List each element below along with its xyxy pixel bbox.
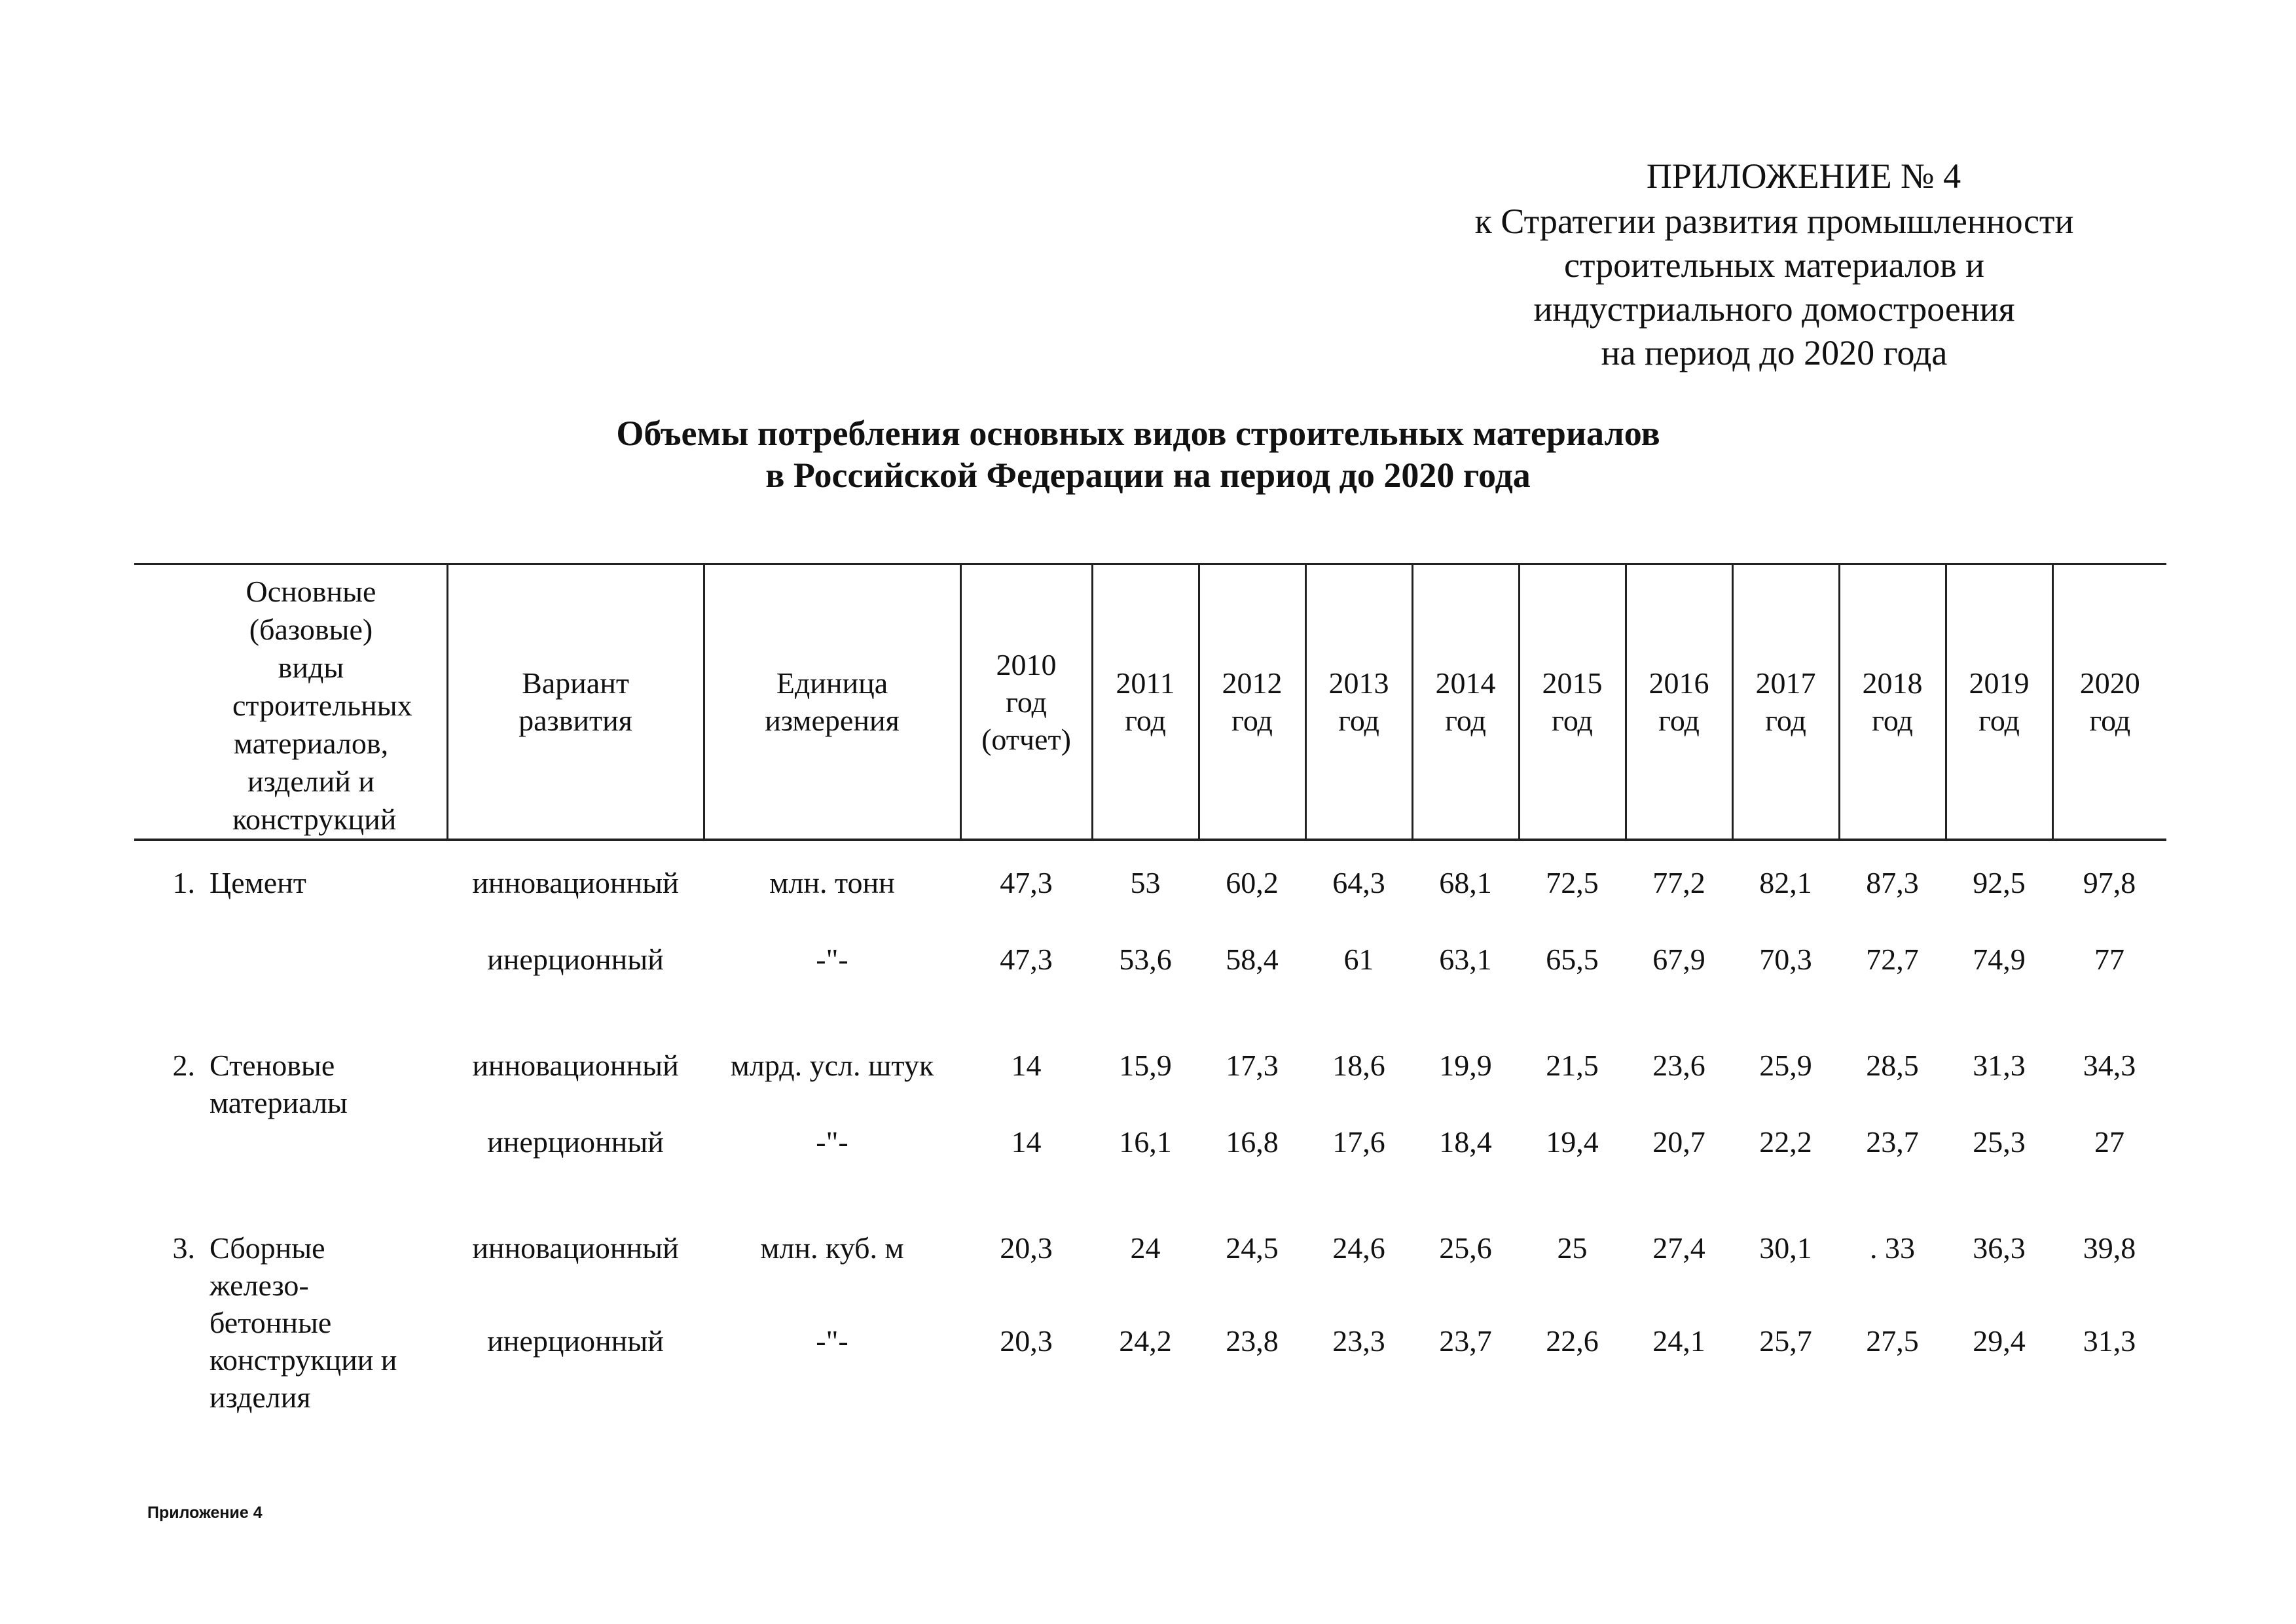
header-variant: Вариант развития xyxy=(447,564,704,840)
value-cell: 17,3 xyxy=(1226,1049,1279,1082)
unit-cell: -"- xyxy=(816,1125,848,1159)
header-year-2014: 2014 год xyxy=(1412,564,1519,840)
value-cell: 53,6 xyxy=(1119,943,1172,976)
value-cell: 87,3 xyxy=(1866,866,1919,899)
header-year-2013: 2013 год xyxy=(1305,564,1412,840)
value-cell: 29,4 xyxy=(1973,1324,2026,1358)
value-cell: 24 xyxy=(1130,1231,1161,1265)
value-cell: 18,6 xyxy=(1332,1049,1385,1082)
value-cell: 24,2 xyxy=(1119,1324,1172,1358)
value-cell: 36,3 xyxy=(1973,1231,2026,1265)
title-line-1: Объемы потребления основных видов строительных материалов xyxy=(616,414,1660,453)
value-cell: 25,3 xyxy=(1973,1125,2026,1159)
data-table xyxy=(134,864,2166,1416)
value-cell: . 33 xyxy=(1870,1231,1915,1265)
value-cell: 63,1 xyxy=(1439,943,1492,976)
unit-cell: млн. куб. м xyxy=(760,1231,904,1265)
appendix-block xyxy=(1411,154,2138,375)
value-cell: 16,1 xyxy=(1119,1125,1172,1159)
value-cell: 58,4 xyxy=(1226,943,1279,976)
table-row xyxy=(134,1229,2166,1322)
header-year-2020: 2020 год xyxy=(2052,564,2166,840)
table-row xyxy=(134,941,2166,1047)
value-cell: 27,4 xyxy=(1652,1231,1705,1265)
value-cell: 31,3 xyxy=(1973,1049,2026,1082)
variant-cell: инновационный xyxy=(472,866,679,899)
value-cell: 25,9 xyxy=(1759,1049,1812,1082)
value-cell: 25,6 xyxy=(1439,1231,1492,1265)
appendix-line: индустриального домостроения xyxy=(1533,289,2015,329)
appendix-line: к Стратегии развития промышленности xyxy=(1474,202,2074,241)
material-name: Сборные железо-бетонные конструкции и изделия xyxy=(210,1231,397,1414)
value-cell: 18,4 xyxy=(1439,1125,1492,1159)
header-year-2018: 2018 год xyxy=(1839,564,1946,840)
value-cell: 23,8 xyxy=(1226,1324,1279,1358)
value-cell: 70,3 xyxy=(1759,943,1812,976)
value-cell: 39,8 xyxy=(2083,1231,2136,1265)
value-cell: 72,5 xyxy=(1546,866,1599,899)
appendix-heading: ПРИЛОЖЕНИЕ № 4 xyxy=(1646,156,1961,196)
value-cell: 77 xyxy=(2094,943,2124,976)
header-year-2017: 2017 год xyxy=(1732,564,1839,840)
table-header xyxy=(134,563,2166,841)
header-year-2016: 2016 год xyxy=(1626,564,1732,840)
value-cell: 30,1 xyxy=(1759,1231,1812,1265)
value-cell: 31,3 xyxy=(2083,1324,2136,1358)
variant-cell: инновационный xyxy=(472,1049,679,1082)
variant-cell: инерционный xyxy=(487,1324,664,1358)
row-number: 3. xyxy=(172,1231,195,1265)
value-cell: 68,1 xyxy=(1439,866,1492,899)
header-year-2012: 2012 год xyxy=(1199,564,1305,840)
header-year-2011: 2011 год xyxy=(1092,564,1199,840)
unit-cell: -"- xyxy=(816,1324,848,1358)
value-cell: 22,6 xyxy=(1546,1324,1599,1358)
value-cell: 65,5 xyxy=(1546,943,1599,976)
title-line-2: в Российской Федерации на период до 2020 года xyxy=(765,456,1531,495)
value-cell: 60,2 xyxy=(1226,866,1279,899)
value-cell: 92,5 xyxy=(1973,866,2026,899)
value-cell: 97,8 xyxy=(2083,866,2136,899)
value-cell: 15,9 xyxy=(1119,1049,1172,1082)
value-cell: 14 xyxy=(1011,1049,1042,1082)
table-row xyxy=(134,1047,2166,1123)
value-cell: 28,5 xyxy=(1866,1049,1919,1082)
header-year-2015: 2015 год xyxy=(1519,564,1626,840)
appendix-line: на период до 2020 года xyxy=(1601,333,1948,372)
value-cell: 64,3 xyxy=(1332,866,1385,899)
value-cell: 17,6 xyxy=(1332,1125,1385,1159)
value-cell: 20,3 xyxy=(1000,1231,1053,1265)
row-number: 2. xyxy=(172,1049,195,1082)
appendix-line: строительных материалов и xyxy=(1563,245,1985,285)
value-cell: 23,7 xyxy=(1866,1125,1919,1159)
value-cell: 16,8 xyxy=(1226,1125,1279,1159)
value-cell: 25 xyxy=(1557,1231,1588,1265)
value-cell: 47,3 xyxy=(1000,943,1053,976)
value-cell: 20,3 xyxy=(1000,1324,1053,1358)
value-cell: 24,1 xyxy=(1652,1324,1705,1358)
value-cell: 53 xyxy=(1130,866,1161,899)
unit-cell: млн. тонн xyxy=(769,866,895,899)
header-year-2019: 2019 год xyxy=(1946,564,2052,840)
variant-cell: инновационный xyxy=(472,1231,679,1265)
value-cell: 23,7 xyxy=(1439,1324,1492,1358)
value-cell: 25,7 xyxy=(1759,1324,1812,1358)
variant-cell: инерционный xyxy=(487,1125,664,1159)
unit-cell: -"- xyxy=(816,943,848,976)
value-cell: 61 xyxy=(1343,943,1374,976)
value-cell: 27 xyxy=(2094,1125,2124,1159)
value-cell: 47,3 xyxy=(1000,866,1053,899)
header-unit: Единица измерения xyxy=(704,564,960,840)
value-cell: 23,6 xyxy=(1652,1049,1705,1082)
value-cell: 22,2 xyxy=(1759,1125,1812,1159)
value-cell: 23,3 xyxy=(1332,1324,1385,1358)
document-title xyxy=(0,412,2296,496)
value-cell: 82,1 xyxy=(1759,866,1812,899)
value-cell: 74,9 xyxy=(1973,943,2026,976)
header-year-2010: 2010 год (отчет) xyxy=(960,564,1092,840)
row-number: 1. xyxy=(172,866,195,899)
material-name: Цемент xyxy=(210,866,306,899)
header-material: Основные (базовые) виды строительных материалов, изделий и конструкций xyxy=(134,564,447,840)
unit-cell: млрд. усл. штук xyxy=(730,1049,934,1082)
value-cell: 34,3 xyxy=(2083,1049,2136,1082)
variant-cell: инерционный xyxy=(487,943,664,976)
table-row xyxy=(134,864,2166,941)
value-cell: 19,4 xyxy=(1546,1125,1599,1159)
value-cell: 24,6 xyxy=(1332,1231,1385,1265)
value-cell: 20,7 xyxy=(1652,1125,1705,1159)
value-cell: 72,7 xyxy=(1866,943,1919,976)
value-cell: 67,9 xyxy=(1652,943,1705,976)
value-cell: 21,5 xyxy=(1546,1049,1599,1082)
value-cell: 14 xyxy=(1011,1125,1042,1159)
value-cell: 19,9 xyxy=(1439,1049,1492,1082)
value-cell: 24,5 xyxy=(1226,1231,1279,1265)
value-cell: 27,5 xyxy=(1866,1324,1919,1358)
material-name: Стеновые материалы xyxy=(210,1049,348,1119)
value-cell: 77,2 xyxy=(1652,866,1705,899)
footer-label: Приложение 4 xyxy=(147,1504,263,1522)
